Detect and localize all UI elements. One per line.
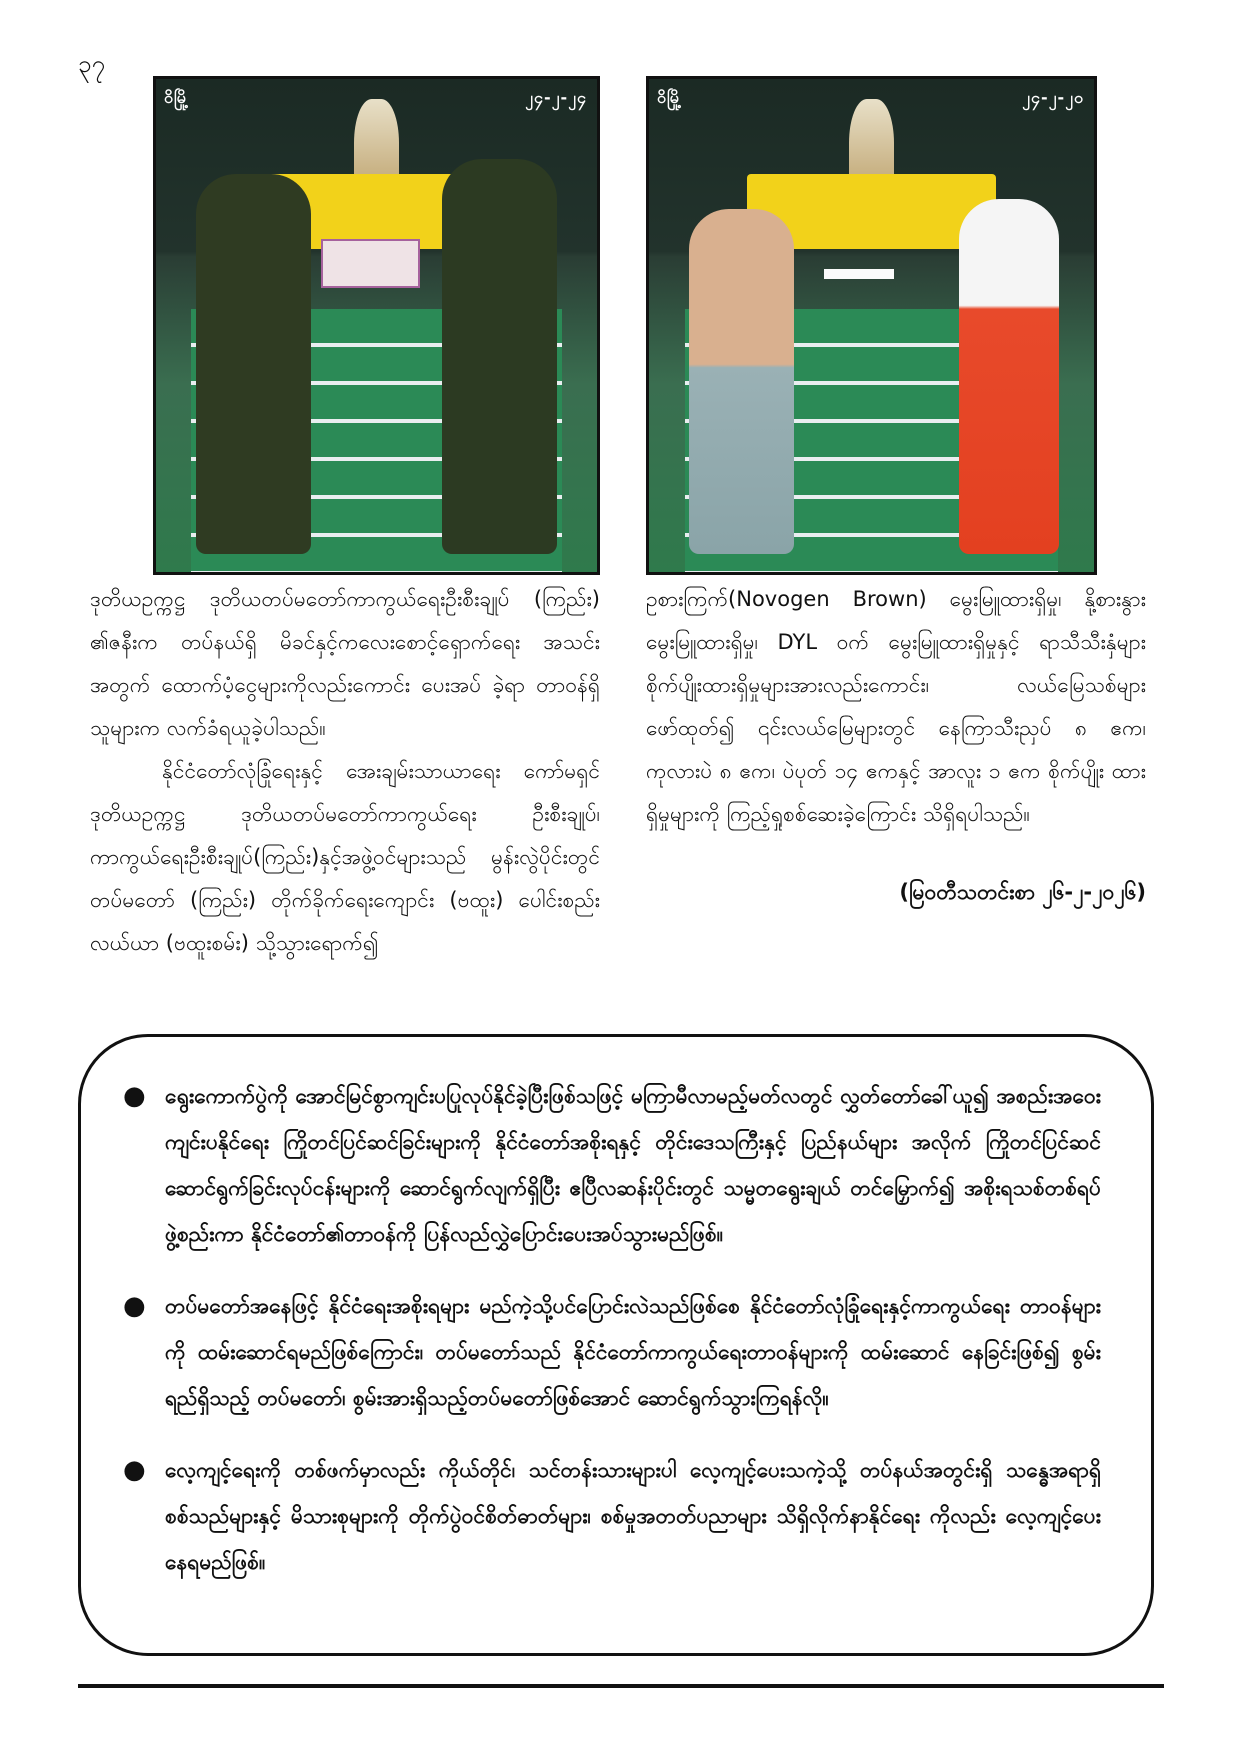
callout-item-text: လေ့ကျင့်ရေးကို တစ်ဖက်မှာလည်း ကိုယ်တိုင်၊ သင်တန်းသားများပါ လေ့ကျင့်ပေးသကဲ့သို့ တပ်နယ်အတွင်းရှိ သန္ဓေအရာရှိ စစ်သည်များနှင့် မိသားစုများကို တိုက်ပွဲဝင်စိတ်ဓာတ်များ၊ စစ်မှုအတတ်ပညာများ သိရှိလိုက်နာနိုင်ရေး ကိုလည်း လေ့ကျင့်ပေးနေရမည်ဖြစ်။ bbox=[165, 1458, 1101, 1574]
callout-item-text: ရွေးကောက်ပွဲကို အောင်မြင်စွာကျင်းပပြုလုပ်နိုင်ခဲ့ပြီးဖြစ်သဖြင့် မကြာမီလာမည့်မတ်လတွင် လွှတ်တော်ခေါ်ယူ၍ အစည်းအဝေးကျင်းပနိုင်ရေး ကြိုတင်ပြင်ဆင်ခြင်းများကို နိုင်ငံတော်အစိုးရနှင့် တိုင်းဒေသကြီးနှင့် ပြည်နယ်များ အလိုက် ကြိုတင်ပြင်ဆင်ဆောင်ရွက်ခြင်းလုပ်ငန်းများကို ဆောင်ရွက်လျက်ရှိပြီး ဧပြီလဆန်းပိုင်းတွင် သမ္မတရွေးချယ် တင်မြှောက်၍ အစိုးရသစ်တစ်ရပ်ဖွဲ့စည်းကာ နိုင်ငံတော်၏တာဝန်ကို ပြန်လည်လွှဲပြောင်းပေးအပ်သွားမည်ဖြစ်။ bbox=[165, 1084, 1101, 1246]
callout-item bbox=[123, 1283, 1101, 1421]
document-icon bbox=[824, 269, 894, 279]
photo-logo-text: ဝိမြို့ bbox=[657, 88, 683, 107]
photo-date-text: ၂၄-၂-၂၀ bbox=[1022, 88, 1084, 107]
callout-box bbox=[78, 1034, 1154, 1656]
photo-right bbox=[646, 76, 1097, 575]
photo-left bbox=[153, 76, 600, 575]
callout-list bbox=[123, 1073, 1101, 1585]
callout-item-text: တပ်မတော်အနေဖြင့် နိုင်ငံရေးအစိုးရများ မည်ကဲ့သို့ပင်ပြောင်းလဲသည်ဖြစ်စေ နိုင်ငံတော်လုံခြုံရေးနှင့်ကာကွယ်ရေး တာဝန်များကို ထမ်းဆောင်ရမည်ဖြစ်ကြောင်း၊ တပ်မတော်သည် နိုင်ငံတော်ကာကွယ်ရေးတာဝန်များကို ထမ်းဆောင် နေခြင်းဖြစ်၍ စွမ်းရည်ရှိသည့် တပ်မတော်၊ စွမ်းအားရှိသည့်တပ်မတော်ဖြစ်အောင် ဆောင်ရွက်သွားကြရန်လို။ bbox=[165, 1294, 1101, 1410]
bullet-icon: ● bbox=[123, 1081, 146, 1111]
bullet-icon: ● bbox=[123, 1455, 146, 1485]
right-paragraph: ဥစားကြက်(Novogen Brown) မွေးမြူထားရှိမှု၊ နို့စားနွား မွေးမြူထားရှိမှု၊ DYL ဝက် မွေးမြူထားရှိမှုနှင့် ရာသီသီးနှံများ စိုက်ပျိုးထားရှိမှုများအားလည်းကောင်း၊ လယ်မြေသစ်များ ဖော်ထုတ်၍ ၎င်းလယ်မြေများတွင် နေကြာသီးညှပ် ၈ ဧက၊ ကုလားပဲ ၈ ဧက၊ ပဲပုတ် ၁၄ ဧကနှင့် အာလူး ၁ ဧက စိုက်ပျိုး ထားရှိမှုများကို ကြည့်ရှုစစ်ဆေးခဲ့ကြောင်း သိရှိရပါသည်။ bbox=[646, 587, 1146, 826]
person-left-icon bbox=[196, 174, 311, 554]
page-number: ၃၇ bbox=[78, 50, 105, 78]
callout-item bbox=[123, 1447, 1101, 1585]
left-column-text bbox=[90, 578, 600, 965]
bullet-icon: ● bbox=[123, 1291, 146, 1321]
bottom-divider bbox=[78, 1684, 1164, 1688]
left-paragraph: နိုင်ငံတော်လုံခြုံရေးနှင့် အေးချမ်းသာယာရေး ကော်မရှင်ဒုတိယဥက္ကဋ္ဌ ဒုတိယတပ်မတော်ကာကွယ်ရေး ဦးစီးချုပ်၊ ကာကွယ်ရေးဦးစီးချုပ်(ကြည်း)နှင့်အဖွဲ့ဝင်များသည် မွန်းလွဲပိုင်းတွင် တပ်မတော် (ကြည်း) တိုက်ခိုက်ရေးကျောင်း (ဗထူး) ပေါင်းစည်းလယ်ယာ (ဗထူးစမ်း) သို့သွားရောက်၍ bbox=[90, 759, 600, 955]
left-paragraph: ဒုတိယဥက္ကဋ္ဌ ဒုတိယတပ်မတော်ကာကွယ်ရေးဦးစီးချုပ် (ကြည်း) ၏ဇနီးက တပ်နယ်ရှိ မိခင်နှင့်ကလေးစောင့်ရှောက်ရေး အသင်းအတွက် ထောက်ပံ့ငွေများကိုလည်းကောင်း ပေးအပ် ခဲ့ရာ တာဝန်ရှိသူများက လက်ခံရယူခဲ့ပါသည်။ bbox=[90, 587, 600, 740]
right-column-text bbox=[646, 578, 1146, 836]
photo-logo-text: ဝိမြို့ bbox=[164, 88, 190, 107]
callout-item bbox=[123, 1073, 1101, 1257]
source-citation: (မြဝတီသတင်းစာ ၂၆-၂-၂၀၂၆) bbox=[899, 880, 1146, 904]
person-right-icon bbox=[442, 159, 557, 554]
gift-box-icon bbox=[321, 239, 420, 288]
person-left-icon bbox=[689, 209, 794, 554]
person-right-icon bbox=[959, 199, 1059, 554]
photo-date-text: ၂၄-၂-၂၄ bbox=[525, 88, 587, 107]
